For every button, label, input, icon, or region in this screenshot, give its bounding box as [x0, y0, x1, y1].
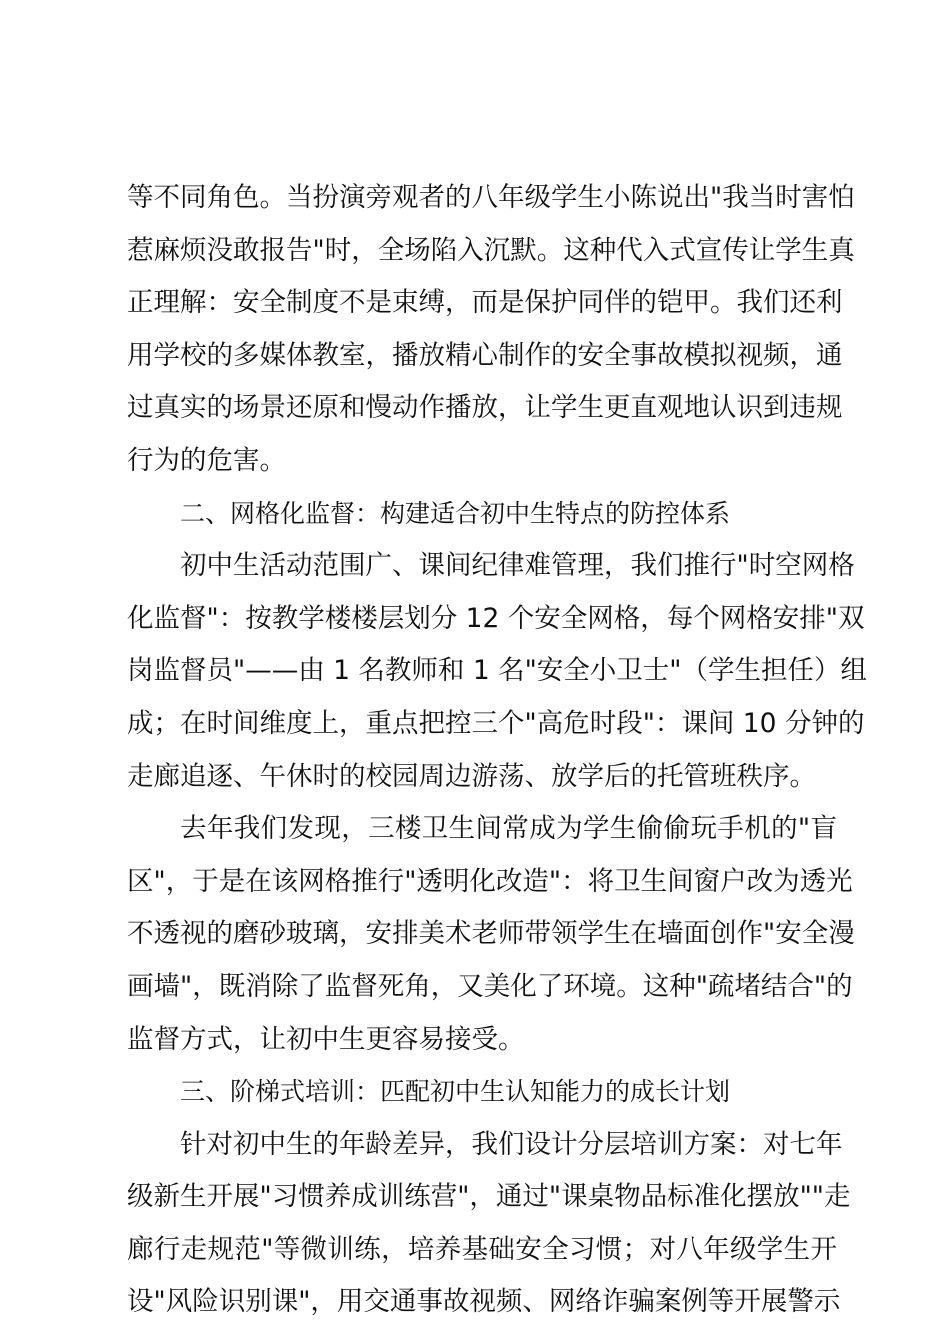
paragraph-1-line-2: 惹麻烦没敢报告"时，全场陷入沉默。这种代入式宣传让学生真 — [127, 234, 855, 266]
paragraph-2-line-2: 化监督"：按教学楼楼层划分 12 个安全网格，每个网格安排"双 — [127, 602, 865, 634]
paragraph-3-line-2: 区"，于是在该网格推行"透明化改造"：将卫生间窗户改为透光 — [127, 865, 853, 897]
paragraph-3-line-4: 画墙"，既消除了监督死角，又美化了环境。这种"疏堵结合"的 — [127, 970, 853, 1002]
paragraph-4-line-1: 针对初中生的年龄差异，我们设计分层培训方案：对七年 — [180, 1128, 843, 1160]
paragraph-2-line-4: 成；在时间维度上，重点把控三个"高危时段"：课间 10 分钟的 — [127, 707, 865, 739]
paragraph-1-line-1: 等不同角色。当扮演旁观者的八年级学生小陈说出"我当时害怕 — [127, 182, 855, 213]
paragraph-2-line-3: 岗监督员"——由 1 名教师和 1 名"安全小卫士"（学生担任）组 — [127, 655, 867, 687]
paragraph-1-line-5: 过真实的场景还原和慢动作播放，让学生更直观地认识到违规 — [127, 392, 843, 424]
paragraph-4-line-4: 设"风险识别课"，用交通事故视频、网络诈骗案例等开展警示 — [127, 1286, 841, 1318]
paragraph-4-line-3: 廊行走规范"等微训练，培养基础安全习惯；对八年级学生开 — [127, 1233, 837, 1265]
paragraph-2-line-1: 初中生活动范围广、课间纪律难管理，我们推行"时空网格 — [180, 550, 855, 582]
section-heading-3: 三、阶梯式培训：匹配初中生认知能力的成长计划 — [180, 1077, 731, 1107]
paragraph-3-line-3: 不透视的磨砂玻璃，安排美术老师带领学生在墙面创作"安全漫 — [127, 918, 855, 950]
paragraph-1-line-6: 行为的危害。 — [127, 444, 286, 476]
paragraph-3-line-5: 监督方式，让初中生更容易接受。 — [127, 1023, 525, 1055]
paragraph-1-line-4: 用学校的多媒体教室，播放精心制作的安全事故模拟视频，通 — [127, 339, 843, 371]
paragraph-2-line-5: 走廊追逐、午休时的校园周边游荡、放学后的托管班秩序。 — [127, 760, 816, 792]
paragraph-3-line-1: 去年我们发现，三楼卫生间常成为学生偷偷玩手机的"盲 — [180, 813, 837, 845]
paragraph-4-line-2: 级新生开展"习惯养成训练营"，通过"课桌物品标准化摆放""走 — [127, 1181, 851, 1213]
section-heading-2: 二、网格化监督：构建适合初中生特点的防控体系 — [180, 498, 731, 528]
document-body — [127, 172, 867, 1329]
paragraph-1-line-3: 正理解：安全制度不是束缚，而是保护同伴的铠甲。我们还利 — [127, 287, 843, 319]
